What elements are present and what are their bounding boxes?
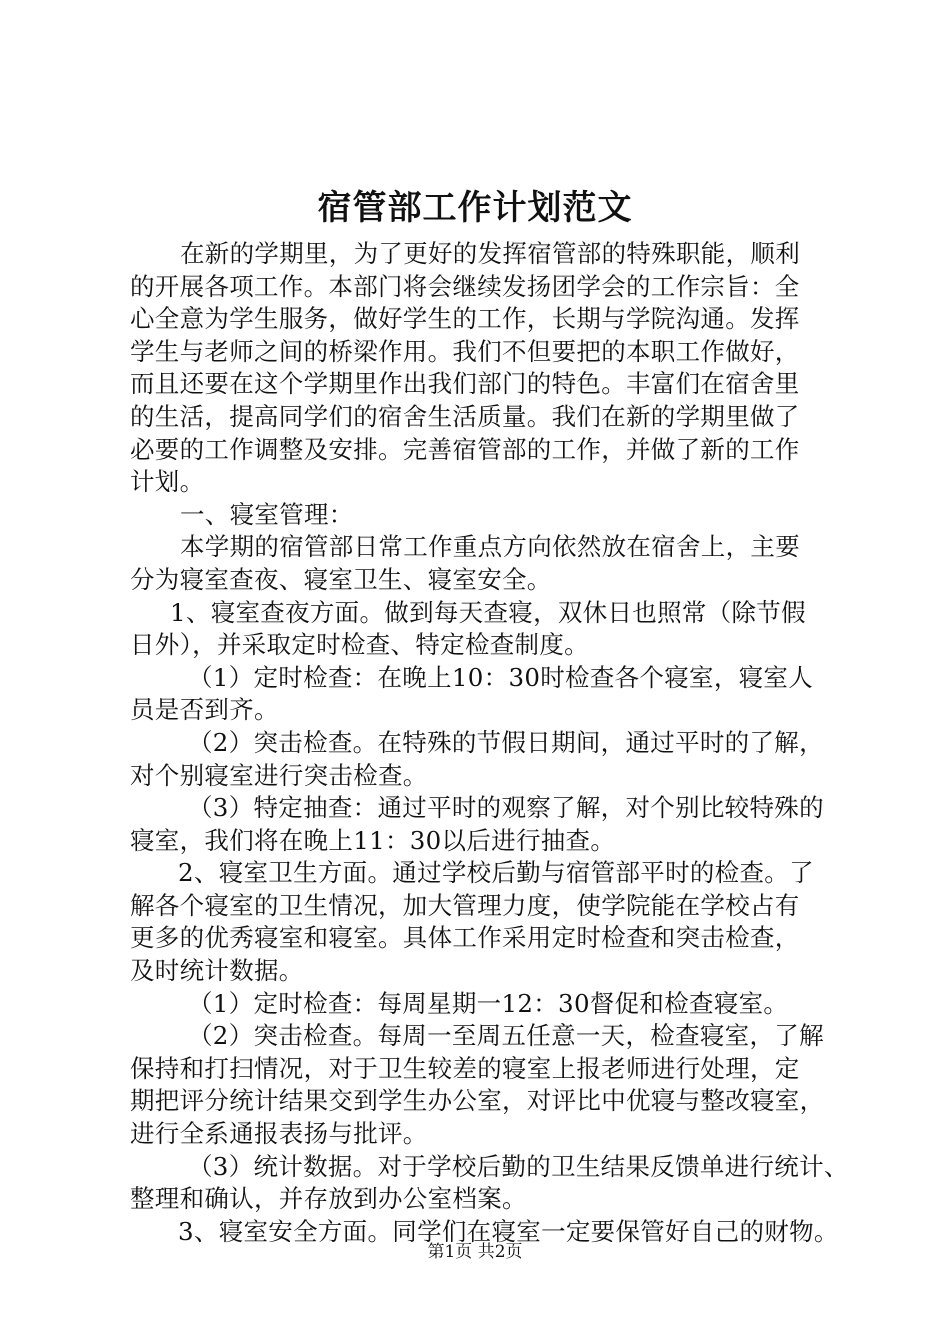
document-title: 宿管部工作计划范文 xyxy=(317,188,633,228)
text-line: 整理和确认，并存放到办公室档案。 xyxy=(130,1184,527,1214)
text-line: （2）突击检查。在特殊的节假日期间，通过平时的了解， xyxy=(188,727,824,757)
text-line: 进行全系通报表扬与批评。 xyxy=(130,1119,428,1149)
text-line: 期把评分统计结果交到学生办公室，对评比中优寝与整改寝室， xyxy=(130,1086,825,1116)
text-line: 而且还要在这个学期里作出我们部门的特色。丰富们在宿舍里 xyxy=(130,369,800,399)
text-line: （3）特定抽查：通过平时的观察了解，对个别比较特殊的 xyxy=(188,793,824,823)
text-line: 的开展各项工作。本部门将会继续发扬团学会的工作宗旨：全 xyxy=(130,271,800,301)
text-line: （2）突击检查。每周一至周五任意一天，检查寝室，了解 xyxy=(188,1021,824,1051)
text-line: 及时统计数据。 xyxy=(130,956,304,986)
text-line: 本学期的宿管部日常工作重点方向依然放在宿舍上，主要 xyxy=(180,532,800,562)
text-line: 心全意为学生服务，做好学生的工作，长期与学院沟通。发挥 xyxy=(130,304,800,334)
text-line: 一、寝室管理： xyxy=(180,499,354,529)
text-line: 的生活，提高同学们的宿舍生活质量。我们在新的学期里做了 xyxy=(130,401,800,431)
text-line: 1、寝室查夜方面。做到每天查寝，双休日也照常（除节假 xyxy=(170,597,806,627)
text-line: 员是否到齐。 xyxy=(130,695,279,725)
text-line: 3、寝室安全方面。同学们在寝室一定要保管好自己的财物。 xyxy=(178,1216,839,1246)
text-line: （3）统计数据。对于学校后勤的卫生结果反馈单进行统计、 xyxy=(188,1151,849,1181)
text-line: 对个别寝室进行突击检查。 xyxy=(130,760,428,790)
text-line: 在新的学期里，为了更好的发挥宿管部的特殊职能，顺利 xyxy=(180,239,800,268)
text-line: 日外），并采取定时检查、特定检查制度。 xyxy=(130,630,589,660)
text-line: 2、寝室卫生方面。通过学校后勤与宿管部平时的检查。了 xyxy=(178,858,814,888)
text-line: 分为寝室查夜、寝室卫生、寝室安全。 xyxy=(130,564,552,594)
text-line: 解各个寝室的卫生情况，加大管理力度，使学院能在学校占有 xyxy=(130,890,800,920)
text-line: 学生与老师之间的桥梁作用。我们不但要把的本职工作做好， xyxy=(130,336,800,366)
text-line: 保持和打扫情况，对于卫生较差的寝室上报老师进行处理，定 xyxy=(130,1053,800,1083)
text-line: 计划。 xyxy=(130,467,205,497)
text-line: 寝室，我们将在晚上11：30以后进行抽查。 xyxy=(130,825,616,855)
text-line: （1）定时检查：每周星期一12：30督促和检查寝室。 xyxy=(188,988,789,1018)
page-footer: 第1页 共2页 xyxy=(427,1242,523,1262)
document-body xyxy=(130,238,849,1248)
text-line: 必要的工作调整及安排。完善宿管部的工作，并做了新的工作 xyxy=(130,434,800,464)
text-line: 更多的优秀寝室和寝室。具体工作采用定时检查和突击检查， xyxy=(130,923,800,953)
text-line: （1）定时检查：在晚上10：30时检查各个寝室，寝室人 xyxy=(188,662,814,692)
